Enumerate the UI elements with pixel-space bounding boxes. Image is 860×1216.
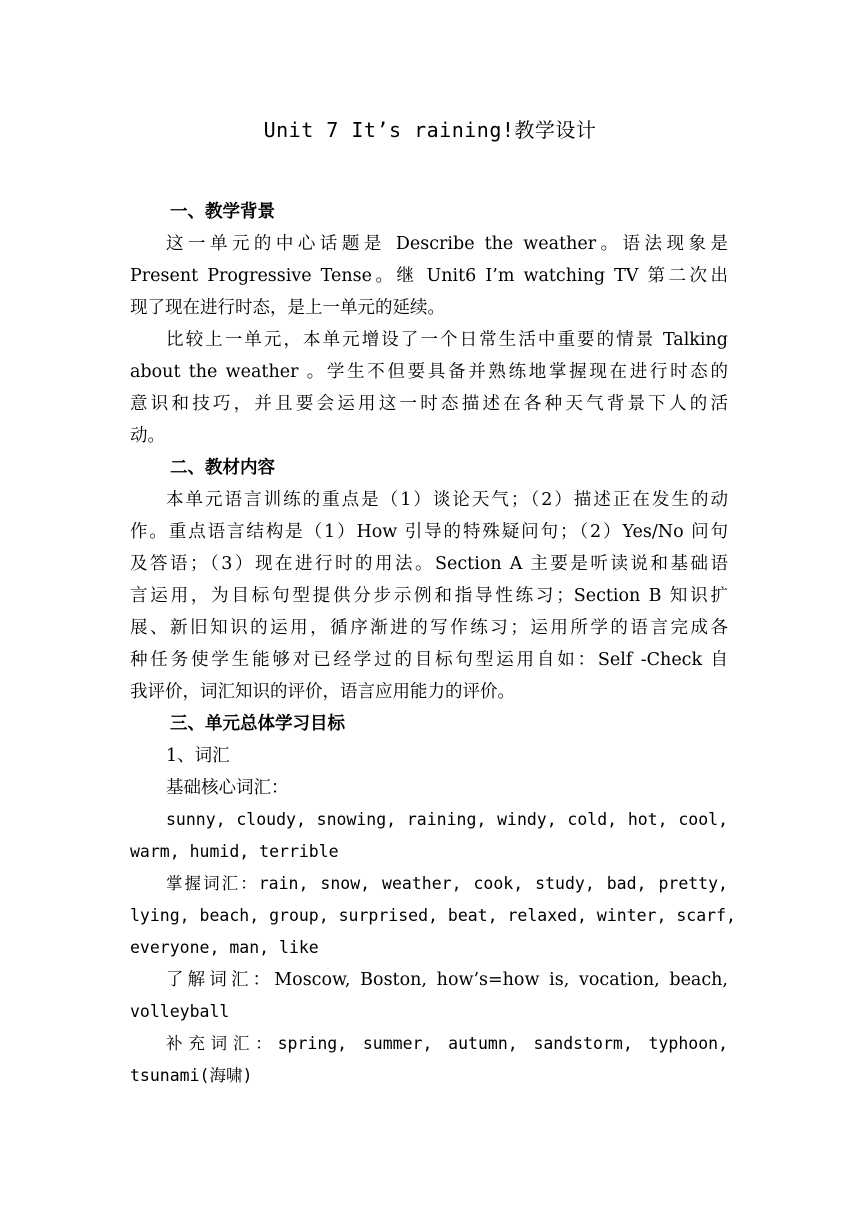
vocabulary-line: 了解词汇：Moscow, Boston, how’s=how is, vocation, beach, <box>166 970 728 990</box>
core-vocabulary-label: 基础核心词汇： <box>166 778 289 798</box>
document-body <box>130 196 736 1092</box>
paragraph-line: 作。重点语言结构是（1）How 引导的特殊疑问句；（2）Yes/No 问句 <box>130 522 728 542</box>
vocabulary-line: 掌握词汇：rain, snow, weather, cook, study, bad, pretty, <box>166 874 728 893</box>
document-title: Unit 7 It’s raining!教学设计 <box>263 118 597 142</box>
paragraph-line: about the weather 。学生不但要具备并熟练地掌握现在进行时态的 <box>130 362 728 382</box>
section-heading-objectives: 三、单元总体学习目标 <box>170 714 345 734</box>
paragraph-line: 比较上一单元，本单元增设了一个日常生活中重要的情景 Talking <box>166 330 728 350</box>
paragraph-line: 及答语；（3）现在进行时的用法。Section A 主要是听读说和基础语 <box>130 554 728 574</box>
section-heading-content: 二、教材内容 <box>170 458 275 478</box>
paragraph-line: 我评价，词汇知识的评价，语言应用能力的评价。 <box>130 682 515 702</box>
vocabulary-line: everyone, man, like <box>130 938 319 957</box>
paragraph-line: 现了现在进行时态，是上一单元的延续。 <box>130 298 445 318</box>
vocabulary-line: volleyball <box>130 1002 230 1021</box>
subsection-vocabulary: 1、词汇 <box>166 746 230 766</box>
vocabulary-line: 补充词汇：spring, summer, autumn, sandstorm, typhoon, <box>166 1034 728 1053</box>
paragraph-line: 展、新旧知识的运用，循序渐进的写作练习；运用所学的语言完成各 <box>130 618 728 638</box>
paragraph-line: 种任务使学生能够对已经学过的目标句型运用自如：Self -Check 自 <box>130 650 728 670</box>
vocabulary-line: tsunami(海啸) <box>130 1066 253 1085</box>
vocabulary-line: warm, humid, terrible <box>130 842 339 861</box>
paragraph-line: 动。 <box>130 426 165 446</box>
vocabulary-line: sunny, cloudy, snowing, raining, windy, cold, hot, cool, <box>166 810 728 829</box>
paragraph-line: 这一单元的中心话题是 Describe the weather。语法现象是 <box>166 234 728 254</box>
section-heading-background: 一、教学背景 <box>170 202 275 222</box>
paragraph-line: Present Progressive Tense。继 Unit6 I’m watching TV 第二次出 <box>130 266 728 286</box>
vocabulary-line: lying, beach, group, surprised, beat, relaxed, winter, scarf, <box>130 906 736 925</box>
paragraph-line: 意识和技巧，并且要会运用这一时态描述在各种天气背景下人的活 <box>130 394 728 414</box>
paragraph-line: 本单元语言训练的重点是（1）谈论天气；（2）描述正在发生的动 <box>166 490 728 510</box>
paragraph-line: 言运用，为目标句型提供分步示例和指导性练习；Section B 知识扩 <box>130 586 728 606</box>
